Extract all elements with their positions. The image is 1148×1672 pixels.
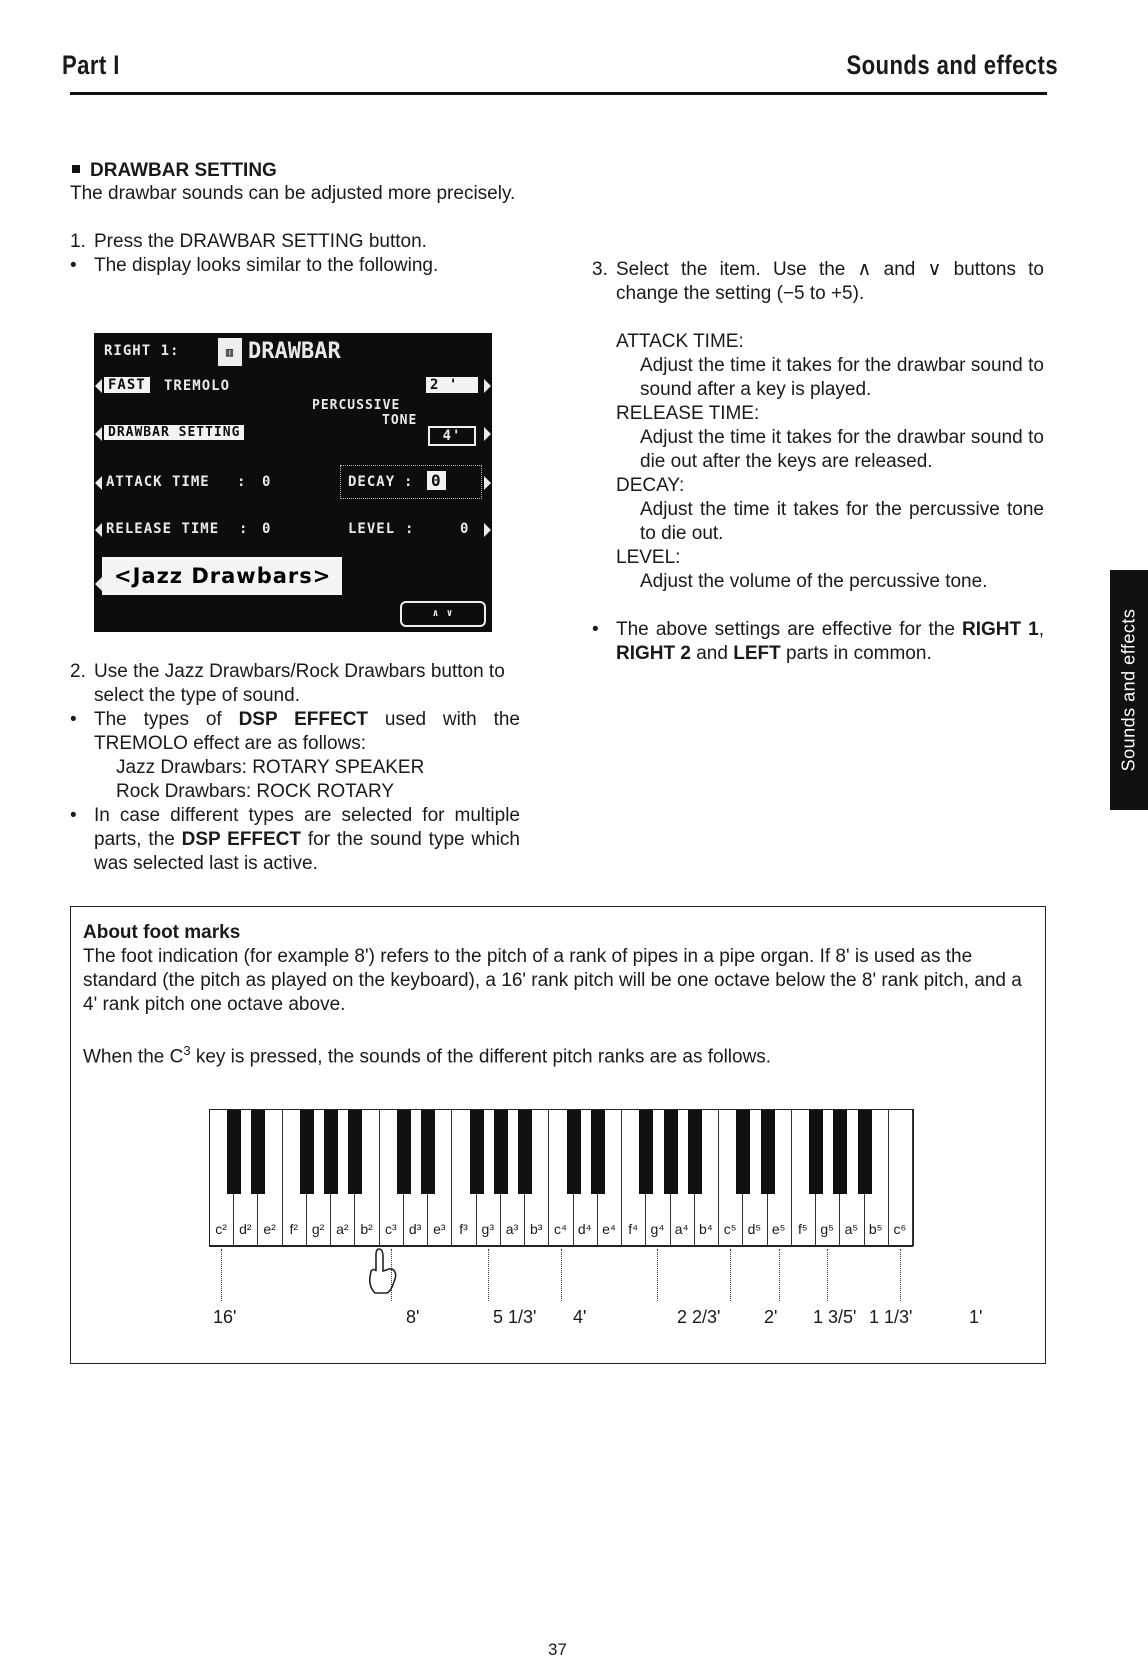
foot-label: 1' (969, 1307, 983, 1327)
lcd-colon: : (239, 521, 249, 537)
black-key (227, 1110, 241, 1194)
foot-label: 1 1/3' (869, 1307, 913, 1327)
key-label: d³ (408, 1221, 422, 1237)
square-bullet-icon (72, 165, 80, 173)
page-number: 37 (548, 1640, 567, 1659)
keyboard-underline (209, 1245, 913, 1247)
black-key (324, 1110, 338, 1194)
key-label: a⁴ (674, 1221, 689, 1237)
black-key (348, 1110, 362, 1194)
key-label: a² (336, 1221, 349, 1237)
key-label: a³ (505, 1221, 519, 1237)
step-1-bullet: • The display looks similar to the following. (70, 255, 439, 276)
key-label: c² (215, 1221, 227, 1237)
key-label: d⁵ (747, 1221, 762, 1237)
foot-label: 2 2/3' (677, 1307, 721, 1327)
pitch-guide (221, 1249, 222, 1301)
black-key (809, 1110, 823, 1194)
left-arrow-icon[interactable] (95, 523, 102, 537)
header-rule (70, 92, 1047, 95)
right-arrow-icon[interactable] (484, 379, 491, 393)
foot-label: 1 3/5' (813, 1307, 857, 1327)
black-key (567, 1110, 581, 1194)
left-arrow-icon[interactable] (95, 427, 102, 441)
lcd-display (94, 333, 492, 632)
key-label: f⁵ (798, 1221, 808, 1237)
step-2-bullet-1: • The types of DSP EFFECT used with the TREMOLO effect are as follows: (70, 709, 520, 754)
side-tab: Sounds and effects (1110, 570, 1148, 810)
chapter-title: Sounds and effects (846, 50, 1058, 80)
key-label: c⁶ (893, 1221, 907, 1237)
key-label: f³ (459, 1221, 468, 1237)
item-name: LEVEL: (616, 547, 681, 568)
key-label: e⁵ (771, 1221, 786, 1237)
lcd-mode: DRAWBAR (248, 339, 341, 364)
black-key (761, 1110, 775, 1194)
tone-value: 4' (428, 426, 476, 446)
step-3: 3. Select the item. Use the ∧ and ∨ buttons to change the setting (−5 to +5). (592, 259, 1044, 304)
left-column-lower (70, 660, 520, 876)
jazz-rotary: Jazz Drawbars: ROTARY SPEAKER (116, 757, 425, 778)
foot-label: 16' (213, 1307, 237, 1327)
key-label: d⁴ (577, 1221, 592, 1237)
pitch-guide (657, 1249, 658, 1301)
key-label: c⁴ (553, 1221, 567, 1237)
key-label: a⁵ (844, 1221, 859, 1237)
step-2: 2. Use the Jazz Drawbars/Rock Drawbars button to select the type of sound. (70, 661, 505, 706)
black-key (518, 1110, 532, 1194)
rock-rotary: Rock Drawbars: ROCK ROTARY (116, 781, 395, 802)
key-label: d² (239, 1221, 252, 1237)
box-title: About foot marks (83, 922, 241, 943)
black-key (494, 1110, 508, 1194)
item-desc: Adjust the time it takes for the drawbar sound to sound after a key is played. (640, 355, 1044, 400)
percussive-label: PERCUSSIVE (312, 398, 401, 413)
attack-label[interactable]: ATTACK TIME (106, 474, 210, 490)
release-label[interactable]: RELEASE TIME (106, 521, 220, 537)
key-label: c⁵ (723, 1221, 737, 1237)
decay-value: 0 (427, 471, 446, 490)
key-label: f² (289, 1221, 299, 1237)
pitch-guide (488, 1249, 489, 1301)
tone-label: TONE (382, 413, 418, 428)
foot-marks-box (70, 906, 1046, 1364)
black-key (664, 1110, 678, 1194)
key-label: g⁵ (820, 1221, 834, 1237)
release-value: 0 (262, 521, 272, 537)
key-label: b⁵ (868, 1221, 883, 1237)
drawbar-setting-button[interactable]: DRAWBAR SETTING (104, 425, 244, 440)
key-label: e³ (433, 1221, 446, 1237)
key-label: b³ (530, 1221, 543, 1237)
black-key (397, 1110, 411, 1194)
right-column (592, 258, 1044, 666)
item-name: ATTACK TIME: (616, 331, 744, 352)
item-name: DECAY: (616, 475, 685, 496)
black-key (421, 1110, 435, 1194)
pitch-guide (900, 1249, 901, 1301)
tremolo-value: 2 ' (426, 377, 478, 393)
pointing-finger-icon (365, 1247, 401, 1295)
level-value: 0 (460, 521, 470, 537)
step-3-bullet: • The above settings are effective for the RIGHT 1, RIGHT 2 and LEFT parts in common. (592, 619, 1044, 664)
right-arrow-icon[interactable] (484, 523, 491, 537)
right-arrow-icon[interactable] (484, 427, 491, 441)
key-label: g⁴ (650, 1221, 665, 1237)
drawbar-icon: ▥ (218, 338, 242, 366)
key-label: g³ (481, 1221, 494, 1237)
left-arrow-icon[interactable] (95, 379, 102, 393)
pitch-guide (730, 1249, 731, 1301)
black-key (251, 1110, 265, 1194)
right-arrow-icon[interactable] (484, 476, 491, 490)
lcd-part: RIGHT 1: (104, 343, 180, 359)
black-key (470, 1110, 484, 1194)
item-desc: Adjust the time it takes for the percussive tone to die out. (640, 499, 1044, 544)
key-label: g² (311, 1221, 325, 1237)
black-key (639, 1110, 653, 1194)
black-key (858, 1110, 872, 1194)
jazz-drawbars-button[interactable]: <Jazz Drawbars> (102, 557, 342, 595)
item-list (592, 330, 1044, 594)
up-down-button[interactable]: ∧ ∨ (400, 601, 486, 627)
section-intro: The drawbar sounds can be adjusted more precisely. (70, 183, 516, 204)
level-label[interactable]: LEVEL (348, 521, 396, 537)
pitch-guide (561, 1249, 562, 1301)
item-name: RELEASE TIME: (616, 403, 760, 424)
item-desc: Adjust the volume of the percussive tone. (640, 571, 988, 592)
attack-value: 0 (262, 474, 272, 490)
fast-button[interactable]: FAST (104, 377, 150, 393)
key-label: b⁴ (699, 1221, 713, 1237)
pitch-guide (827, 1249, 828, 1301)
left-column (70, 160, 520, 278)
foot-label: 8' (406, 1307, 420, 1327)
item-desc: Adjust the time it takes for the drawbar sound to die out after the keys are released. (640, 427, 1044, 472)
step-1: 1. Press the DRAWBAR SETTING button. (70, 231, 427, 252)
black-key (591, 1110, 605, 1194)
pitch-guide (779, 1249, 780, 1301)
key-label: e⁴ (602, 1221, 616, 1237)
lcd-colon: : (404, 474, 414, 490)
lcd-colon: : (405, 521, 415, 537)
key-label: c³ (384, 1221, 397, 1237)
left-arrow-icon[interactable] (95, 577, 102, 591)
foot-label: 2' (764, 1307, 778, 1327)
foot-label: 4' (573, 1307, 587, 1327)
tremolo-label: TREMOLO (164, 378, 231, 394)
black-key (833, 1110, 847, 1194)
key-label: f⁴ (628, 1221, 639, 1237)
black-key (688, 1110, 702, 1194)
key-label: e² (263, 1221, 276, 1237)
foot-label: 5 1/3' (493, 1307, 537, 1327)
lcd-colon: : (237, 474, 247, 490)
box-para-1: The foot indication (for example 8') refers to the pitch of a rank of pipes in a pipe organ. If 8' is used as the standard (the pitch as played on the keyboard), a 16' rank pitch will be one octave below the 8' rank pitch, and a 4' rank pitch one octave above. (83, 946, 1022, 1015)
black-key (300, 1110, 314, 1194)
part-label: Part I (62, 50, 120, 80)
box-para-2: When the $C^3$ key is pressed, the sounds of the different pitch ranks are as follows. (83, 1043, 772, 1068)
black-key (736, 1110, 750, 1194)
section-heading: DRAWBAR SETTING (70, 160, 520, 182)
decay-label[interactable]: DECAY (348, 474, 396, 490)
key-label: b² (360, 1221, 373, 1237)
step-2-bullet-2: • In case different types are selected for multiple parts, the DSP EFFECT for the sound type which was selected last is active. (70, 805, 520, 874)
left-arrow-icon[interactable] (95, 476, 102, 490)
